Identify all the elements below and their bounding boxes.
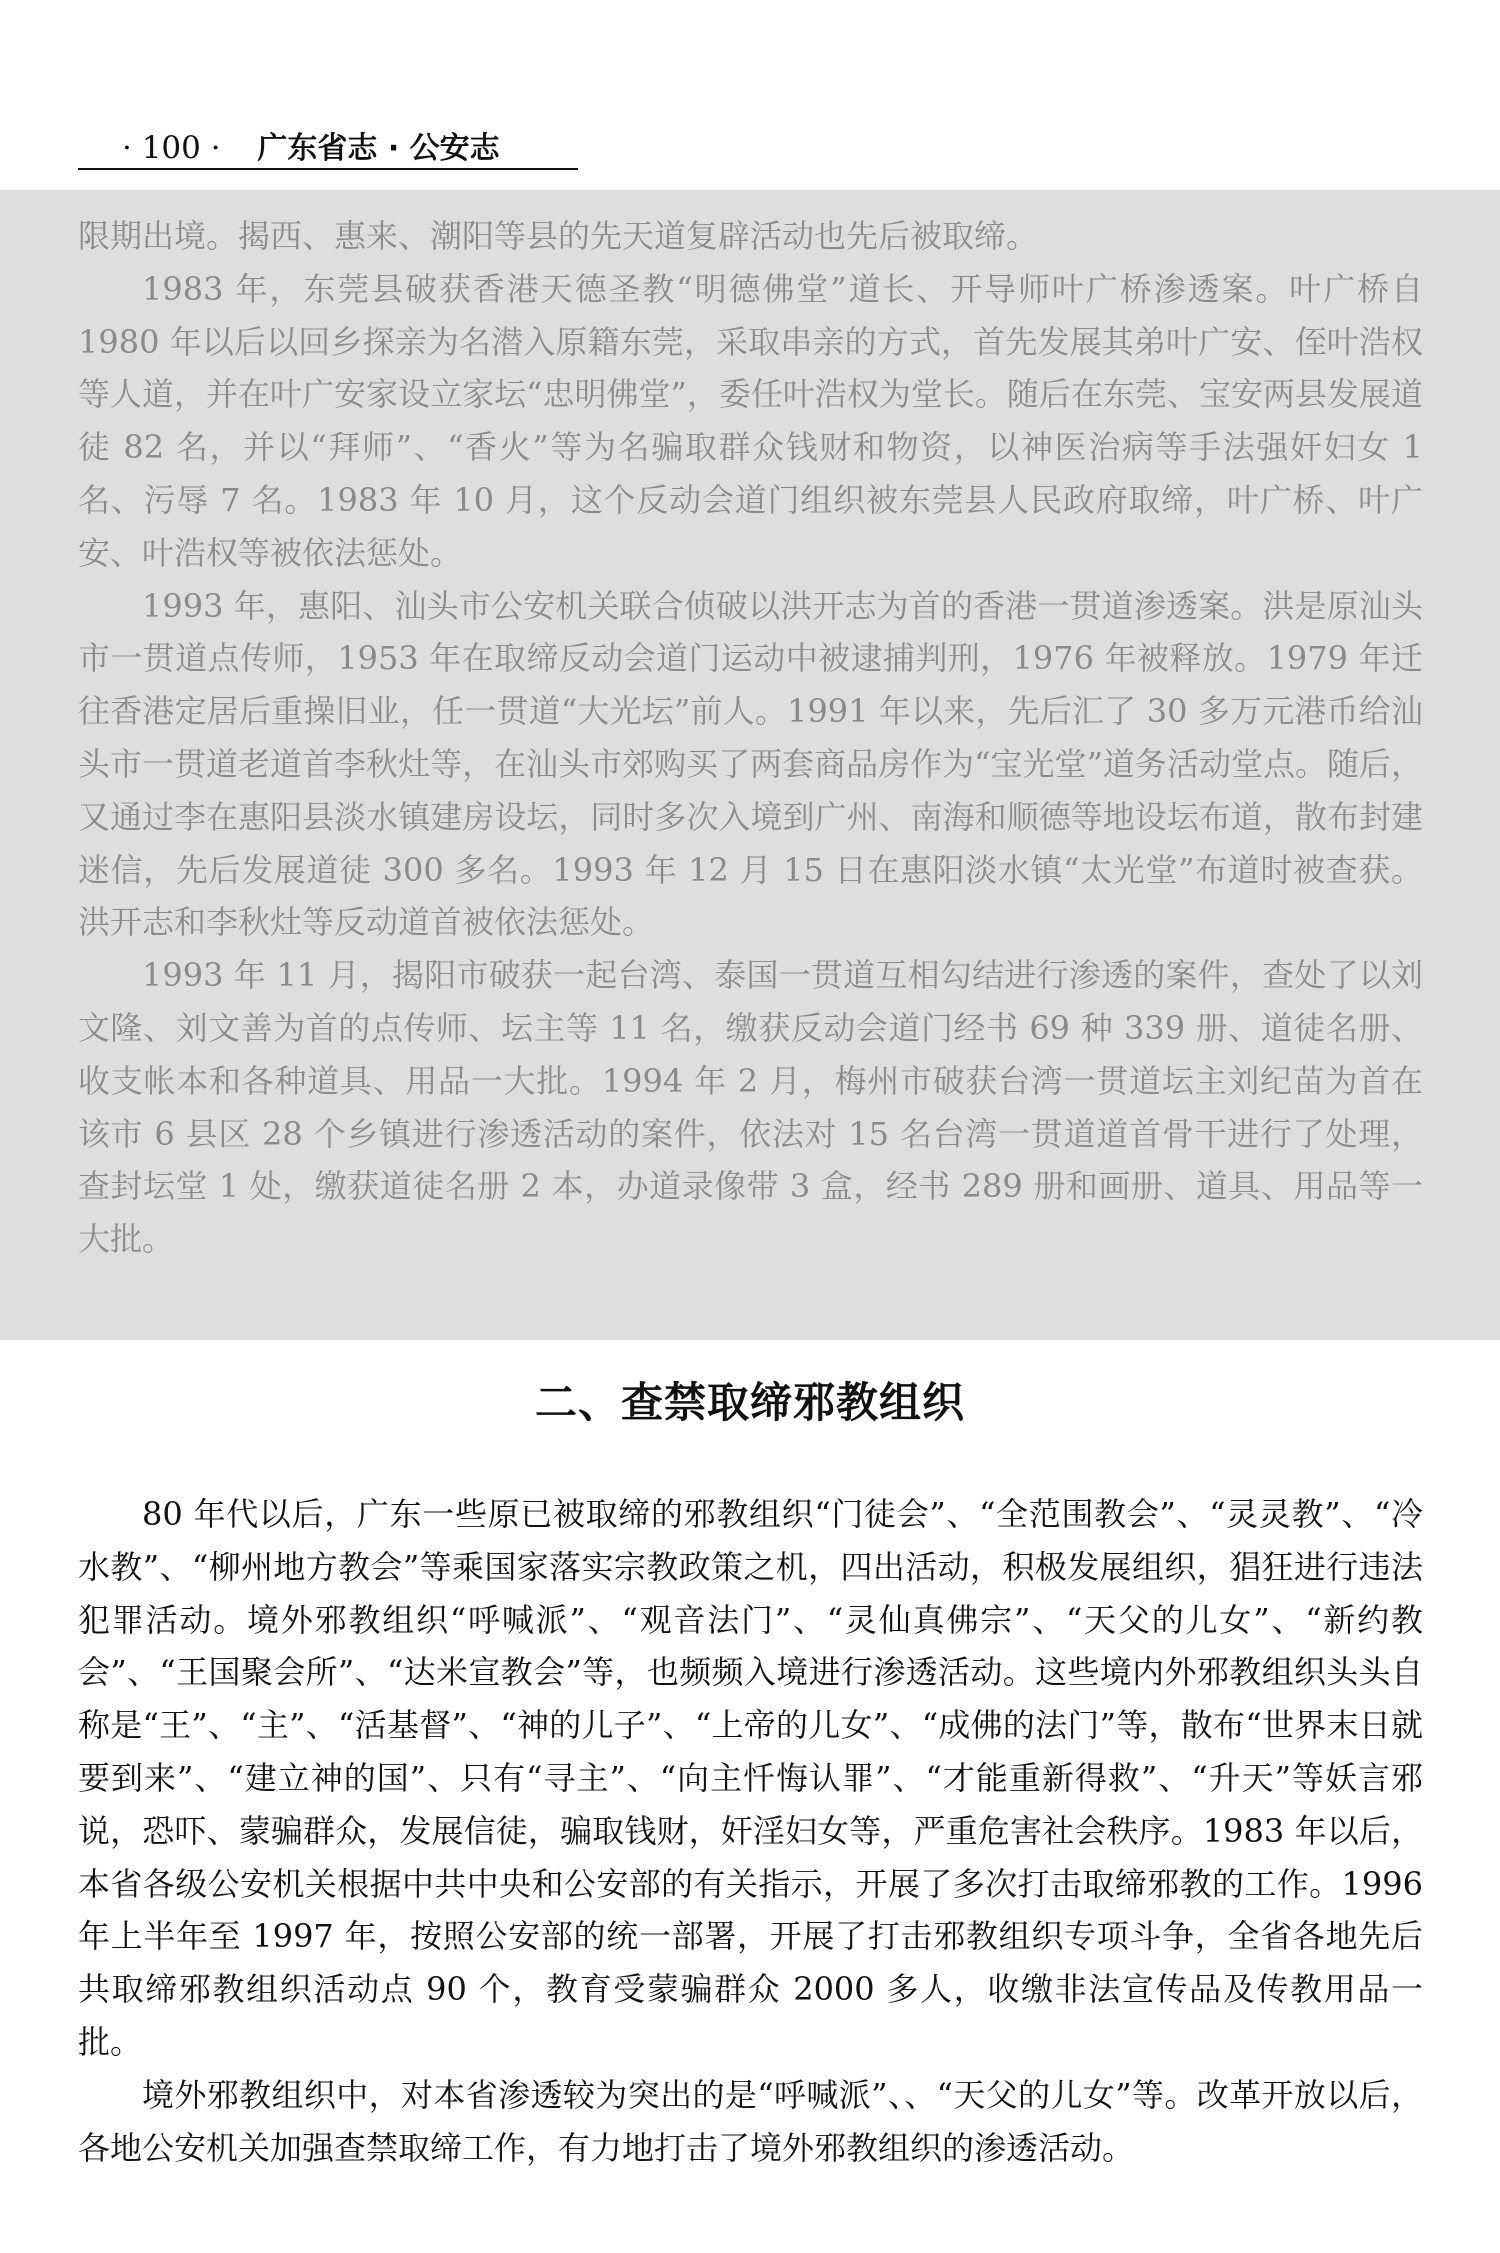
body-paragraph: 境外邪教组织中，对本省渗透较为突出的是“呼喊派”、、“天父的儿女”等。改革开放以后，各地公安机关加强查禁取缔工作，有力地打击了境外邪教组织的渗透活动。	[78, 2075, 1423, 2167]
shaded-paragraph: 限期出境。揭西、惠来、潮阳等县的先天道复辟活动也先后被取缔。	[78, 217, 1039, 255]
section-title: 二、查禁取缔邪教组织	[534, 1378, 965, 1427]
shaded-paragraph: 1993 年，惠阳、汕头市公安机关联合侦破以洪开志为首的香港一贯道渗透案。洪是原汕头市一贯道点传师，1953 年在取缔反动会道门运动中被逮捕判刑，1976 年被释放。1979 年迁往香港定居后重操旧业，任一贯道“大光坛”前人。1991 年以来，先后汇了 30 多万元港币给汕头市一贯道老道首李秋灶等，在汕头市郊购买了两套商品房作为“宝光堂”道务活动堂点。随后，又通过李在惠阳县淡水镇建房设坛，同时多次入境到广州、南海和顺德等地设坛布道，散布封建迷信，先后发展道徒 300 多名。1993 年 12 月 15 日在惠阳淡水镇“太光堂”布道时被查获。洪开志和李秋灶等反动道首被依法惩处。	[78, 586, 1423, 942]
shaded-paragraph: 1983 年，东莞县破获香港天德圣教“明德佛堂”道长、开导师叶广桥渗透案。叶广桥自 1980 年以后以回乡探亲为名潜入原籍东莞，采取串亲的方式，首先发展其弟叶广安、侄叶浩权等人道，并在叶广安家设立家坛“忠明佛堂”，委任叶浩权为堂长。随后在东莞、宝安两县发展道徒 82 名，并以“拜师”、“香火”等为名骗取群众钱财和物资，以神医治病等手法强奸妇女 1 名、污辱 7 名。1983 年 10 月，这个反动会道门组织被东莞县人民政府取缔，叶广桥、叶广安、叶浩权等被依法惩处。	[78, 269, 1423, 572]
running-header	[78, 128, 578, 170]
page-number: · 100 ·	[122, 130, 221, 166]
section-body	[78, 1488, 1423, 2174]
body-paragraph: 80 年代以后，广东一些原已被取缔的邪教组织“门徒会”、“全范围教会”、“灵灵教”、“冷水教”、“柳州地方教会”等乘国家落实宗教政策之机，四出活动，积极发展组织，猖狂进行违法犯罪活动。境外邪教组织“呼喊派”、“观音法门”、“灵仙真佛宗”、“天父的儿女”、“新约教会”、“王国聚会所”、“达米宣教会”等，也频频入境进行渗透活动。这些境内外邪教组织头头自称是“王”、“主”、“活基督”、“神的儿子”、“上帝的儿女”、“成佛的法门”等，散布“世界末日就要到来”、“建立神的国”、只有“寻主”、“向主忏悔认罪”、“才能重新得救”、“升天”等妖言邪说，恐吓、蒙骗群众，发展信徒，骗取钱财，奸淫妇女等，严重危害社会秩序。1983 年以后，本省各级公安机关根据中共中央和公安部的有关指示，开展了多次打击取缔邪教的工作。1996 年上半年至 1997 年，按照公安部的统一部署，开展了打击邪教组织专项斗争，全省各地先后共取缔邪教组织活动点 90 个，教育受蒙骗群众 2000 多人，收缴非法宣传品及传教用品一批。	[78, 1495, 1423, 2061]
shaded-text-block	[78, 210, 1423, 1266]
book-title: 广东省志 · 公安志	[257, 131, 500, 166]
shaded-paragraph: 1993 年 11 月，揭阳市破获一起台湾、泰国一贯道互相勾结进行渗透的案件，查处了以刘文隆、刘文善为首的点传师、坛主等 11 名，缴获反动会道门经书 69 种 339 册、道徒名册、收支帐本和各种道具、用品一大批。1994 年 2 月，梅州市破获台湾一贯道坛主刘纪苗为首在该市 6 县区 28 个乡镇进行渗透活动的案件，依法对 15 名台湾一贯道道首骨干进行了处理，查封坛堂 1 处，缴获道徒名册 2 本，办道录像带 3 盒，经书 289 册和画册、道具、用品等一大批。	[78, 956, 1423, 1259]
